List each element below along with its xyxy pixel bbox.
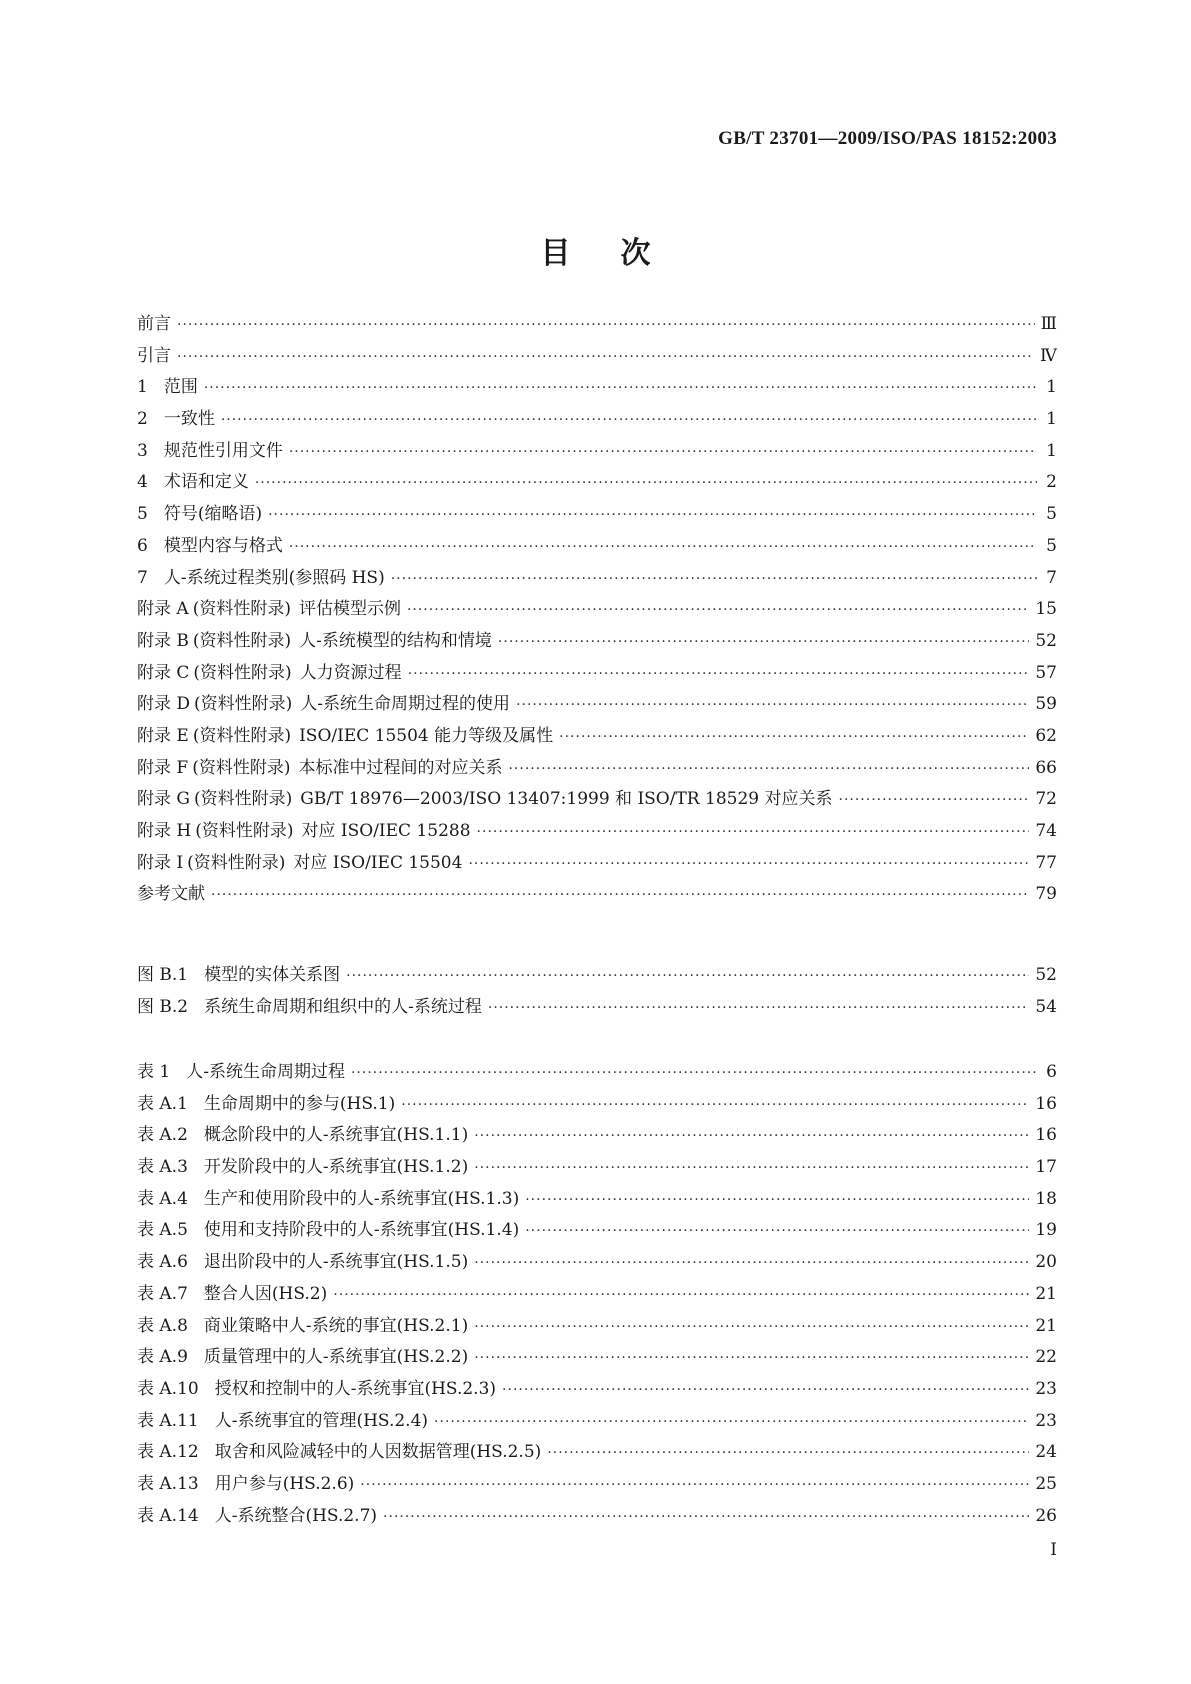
toc-entry[interactable]: [137, 309, 1057, 341]
toc-entry-page: 72: [1035, 789, 1057, 810]
toc-entry-page: 52: [1035, 630, 1057, 651]
toc-entry-page: 17: [1035, 1157, 1057, 1178]
toc-table-entry[interactable]: [137, 1247, 1057, 1279]
section-number: 2: [137, 409, 148, 430]
leader-dots: [839, 792, 1030, 808]
toc-entry-page: 22: [1035, 1347, 1057, 1368]
leader-dots: [177, 349, 1034, 365]
toc-annex-entry[interactable]: [137, 784, 1057, 816]
annex-label: 附录 A: [137, 599, 189, 620]
toc-entry-label: [137, 1374, 496, 1399]
toc-entry-label: 前言: [137, 314, 171, 334]
toc-entry-page: 62: [1035, 725, 1057, 746]
toc-entry-page: 57: [1035, 662, 1057, 683]
annex-label: 附录 H: [137, 821, 192, 841]
toc-entry-page: 52: [1035, 965, 1057, 985]
toc-entry-page: 15: [1035, 599, 1057, 620]
table-title: 取舍和风险减轻中的人因数据管理(HS.2.5): [214, 1442, 542, 1463]
annex-type: (资料性附录): [193, 662, 292, 683]
annex-label: 附录 G: [137, 789, 190, 810]
annex-type: (资料性附录): [192, 630, 292, 651]
toc-entry-page: 54: [1035, 996, 1057, 1017]
toc-entry-page: 21: [1035, 1315, 1057, 1336]
toc-entry-label: [137, 626, 492, 651]
leader-dots: [407, 602, 1029, 618]
annex-title: 对应 ISO/IEC 15504: [293, 852, 463, 873]
toc-entry-page: 79: [1035, 884, 1057, 905]
section-title: 规范性引用文件: [163, 440, 283, 461]
table-label: 表 A.2: [137, 1125, 188, 1146]
annex-label: 附录 E: [137, 725, 189, 746]
table-title: 人-系统生命周期过程: [186, 1062, 345, 1082]
leader-dots: [474, 1128, 1029, 1144]
toc-annex-entry[interactable]: [137, 848, 1057, 880]
toc-entry-label: [137, 1057, 345, 1082]
toc-entry-page: 19: [1035, 1220, 1057, 1241]
toc-entry-label: [137, 1184, 519, 1209]
annex-type: (资料性附录): [192, 757, 291, 778]
table-title: 生命周期中的参与(HS.1): [203, 1093, 396, 1114]
toc-annex-entry[interactable]: [137, 816, 1057, 848]
section-title: 模型内容与格式: [163, 535, 283, 556]
toc-entry-page: 24: [1035, 1442, 1057, 1463]
toc-entry-page: 66: [1035, 757, 1057, 778]
toc-table-entry[interactable]: [137, 1469, 1057, 1501]
leader-dots: [401, 1097, 1029, 1113]
leader-dots: [508, 761, 1029, 777]
toc-entry-label: [137, 689, 510, 714]
toc-entry-page: 1: [1046, 440, 1057, 461]
leader-dots: [474, 1350, 1029, 1366]
annex-type: (资料性附录): [194, 694, 293, 715]
leader-dots: [391, 571, 1037, 587]
leader-dots: [474, 1319, 1029, 1335]
toc-entry-page: 25: [1035, 1473, 1057, 1494]
toc-entry-label: [137, 1247, 468, 1272]
leader-dots: [488, 1000, 1029, 1016]
annex-type: (资料性附录): [187, 852, 286, 873]
table-title: 开发阶段中的人-系统事宜(HS.1.2): [203, 1157, 469, 1178]
toc-entry-label: [137, 1406, 428, 1431]
table-label: 表 A.4: [137, 1188, 188, 1209]
toc-figures: [137, 960, 1057, 1023]
toc-entry-page: 16: [1035, 1093, 1057, 1114]
annex-label: 附录 I: [137, 852, 184, 873]
leader-dots: [434, 1414, 1029, 1430]
leader-dots: [502, 1382, 1029, 1398]
toc-annex-entry[interactable]: [137, 658, 1057, 690]
table-title: 质量管理中的人-系统事宜(HS.2.2): [203, 1347, 469, 1368]
toc-entry[interactable]: [137, 563, 1057, 595]
annex-title: 人力资源过程: [299, 662, 402, 683]
toc-entry-label: [137, 1215, 519, 1240]
table-label: 表 A.5: [137, 1220, 188, 1241]
toc-table-entry[interactable]: [137, 1311, 1057, 1343]
leader-dots: [351, 1065, 1037, 1081]
table-label: 表 A.6: [137, 1252, 188, 1273]
section-title: 人-系统过程类别(参照码 HS): [163, 567, 385, 588]
leader-dots: [204, 380, 1037, 396]
annex-title: 对应 ISO/IEC 15288: [301, 821, 471, 841]
toc-entry-page: 1: [1046, 377, 1057, 398]
table-title: 人-系统整合(HS.2.7): [214, 1505, 378, 1526]
table-label: 表 A.14: [137, 1505, 199, 1526]
toc-table-entry[interactable]: [137, 1342, 1057, 1374]
toc-entry-page: 26: [1035, 1505, 1057, 1526]
figure-label: 图 B.1: [137, 965, 189, 985]
toc-table-entry[interactable]: [137, 1120, 1057, 1152]
leader-dots: [474, 1160, 1029, 1176]
toc-entry-label: [137, 1120, 468, 1145]
section-number: 6: [137, 535, 148, 556]
leader-dots: [516, 697, 1029, 713]
leader-dots: [346, 968, 1029, 984]
table-title: 退出阶段中的人-系统事宜(HS.1.5): [203, 1252, 469, 1273]
toc-main: [137, 309, 1057, 911]
toc-entry[interactable]: [137, 467, 1057, 499]
toc-entry-page: 74: [1035, 821, 1057, 841]
table-label: 表 A.10: [137, 1378, 199, 1399]
annex-label: 附录 C: [137, 662, 190, 683]
toc-annex-entry[interactable]: [137, 753, 1057, 785]
toc-table-entry[interactable]: [137, 1374, 1057, 1406]
toc-entry-label: 引言: [137, 345, 171, 366]
page-number: I: [1050, 1540, 1057, 1560]
leader-dots: [255, 475, 1037, 491]
toc-entry-label: [137, 436, 283, 461]
toc-entry-label: [137, 1279, 327, 1304]
annex-label: 附录 F: [137, 757, 189, 778]
toc-entry[interactable]: [137, 531, 1057, 563]
toc-entry-label: [137, 1152, 468, 1177]
leader-dots: [559, 729, 1029, 745]
toc-entry-label: [137, 1311, 468, 1336]
toc-entry-page: 2: [1046, 472, 1057, 493]
leader-dots: [383, 1509, 1029, 1525]
section-number: 5: [137, 504, 148, 525]
toc-entry-page: 5: [1046, 504, 1057, 525]
annex-title: 本标准中过程间的对应关系: [298, 757, 503, 778]
toc-entry-label: [137, 372, 198, 397]
toc-annex-entry[interactable]: [137, 594, 1057, 626]
figure-label: 图 B.2: [137, 996, 189, 1017]
toc-entry-label: [137, 467, 249, 492]
toc-table-entry[interactable]: [137, 1152, 1057, 1184]
toc-entry-label: [137, 753, 502, 778]
section-title: 一致性: [163, 409, 215, 430]
leader-dots: [211, 887, 1029, 903]
toc-entry[interactable]: [137, 499, 1057, 531]
leader-dots: [474, 1255, 1029, 1271]
annex-type: (资料性附录): [195, 821, 294, 841]
toc-entry-page: 7: [1046, 567, 1057, 588]
toc-entry-page: 23: [1035, 1378, 1057, 1399]
toc-entry-page: 21: [1035, 1283, 1057, 1304]
leader-dots: [177, 317, 1035, 333]
toc-annex-entry[interactable]: [137, 721, 1057, 753]
toc-entry-label: [137, 499, 262, 524]
toc-entry[interactable]: [137, 404, 1057, 436]
table-label: 表 A.8: [137, 1315, 188, 1336]
table-title: 商业策略中人-系统的事宜(HS.2.1): [203, 1315, 469, 1336]
toc-table-entry[interactable]: [137, 1089, 1057, 1121]
toc-entry-page: 16: [1035, 1125, 1057, 1146]
toc-entry-page: 77: [1035, 852, 1057, 873]
table-label: 表 A.3: [137, 1157, 188, 1178]
leader-dots: [498, 634, 1029, 650]
toc-entry-label: [137, 594, 401, 619]
annex-title: 人-系统生命周期过程的使用: [300, 694, 511, 715]
toc-table-entry[interactable]: [137, 1057, 1057, 1089]
toc-entry[interactable]: [137, 341, 1057, 373]
table-title: 概念阶段中的人-系统事宜(HS.1.1): [203, 1125, 469, 1146]
annex-title: 人-系统模型的结构和情境: [299, 630, 492, 651]
toc-table-entry[interactable]: [137, 1406, 1057, 1438]
table-label: 表 A.9: [137, 1347, 188, 1368]
toc-entry-label: [137, 658, 402, 683]
toc-entry-label: [137, 1342, 468, 1367]
toc-entry-label: [137, 531, 283, 556]
toc-entry-label: [137, 848, 462, 873]
toc-entry-page: Ⅲ: [1040, 314, 1057, 334]
table-label: 表 A.7: [137, 1283, 188, 1304]
table-label: 表 A.11: [137, 1410, 199, 1431]
toc-annex-entry[interactable]: [137, 689, 1057, 721]
toc-entry-label: [137, 992, 482, 1017]
toc-tables: [137, 1057, 1057, 1532]
annex-type: (资料性附录): [192, 725, 292, 746]
toc-entry-label: 参考文献: [137, 884, 205, 905]
leader-dots: [221, 412, 1037, 428]
annex-label: 附录 B: [137, 630, 189, 651]
table-title: 授权和控制中的人-系统事宜(HS.2.3): [214, 1378, 497, 1399]
annex-title: ISO/IEC 15504 能力等级及属性: [299, 725, 554, 746]
toc-entry-label: [137, 404, 215, 429]
toc-entry-label: [137, 784, 833, 809]
leader-dots: [547, 1445, 1029, 1461]
figure-title: 模型的实体关系图: [204, 965, 341, 985]
annex-title: 评估模型示例: [298, 599, 401, 620]
table-label: 表 1: [137, 1062, 171, 1082]
leader-dots: [360, 1477, 1029, 1493]
table-label: 表 A.1: [137, 1093, 188, 1114]
toc-entry-page: 18: [1035, 1188, 1057, 1209]
toc-table-entry[interactable]: [137, 1215, 1057, 1247]
toc-annex-entry[interactable]: [137, 626, 1057, 658]
section-title: 术语和定义: [163, 472, 249, 493]
toc-entry-label: [137, 1501, 377, 1526]
toc-entry-page: 20: [1035, 1252, 1057, 1273]
toc-entry-page: Ⅳ: [1040, 345, 1057, 366]
toc-entry[interactable]: [137, 372, 1057, 404]
annex-title: GB/T 18976—2003/ISO 13407:1999 和 ISO/TR 18529 对应关系: [300, 789, 833, 810]
toc-entry-label: [137, 563, 385, 588]
toc-figure-entry[interactable]: [137, 992, 1057, 1024]
section-number: 1: [137, 377, 148, 398]
section-number: 7: [137, 567, 148, 588]
leader-dots: [525, 1192, 1029, 1208]
figure-title: 系统生命周期和组织中的人-系统过程: [204, 996, 482, 1017]
toc-figure-entry[interactable]: [137, 960, 1057, 992]
standard-code: GB/T 23701—2009/ISO/PAS 18152:2003: [718, 128, 1057, 149]
toc-entry-page: 5: [1046, 535, 1057, 556]
table-label: 表 A.13: [137, 1473, 199, 1494]
toc-table-entry[interactable]: [137, 1279, 1057, 1311]
annex-type: (资料性附录): [193, 789, 293, 810]
leader-dots: [525, 1223, 1029, 1239]
toc-entry-label: [137, 1437, 541, 1462]
annex-label: 附录 D: [137, 694, 191, 715]
page-title: 目次: [540, 236, 701, 271]
toc-entry-page: 59: [1035, 694, 1057, 715]
section-number: 3: [137, 440, 148, 461]
section-title: 范围: [163, 377, 198, 398]
table-title: 使用和支持阶段中的人-系统事宜(HS.1.4): [203, 1220, 520, 1241]
leader-dots: [477, 824, 1030, 840]
toc-entry-references[interactable]: [137, 879, 1057, 911]
toc-entry[interactable]: [137, 436, 1057, 468]
leader-dots: [289, 444, 1037, 460]
table-title: 人-系统事宜的管理(HS.2.4): [214, 1410, 429, 1431]
toc-table-entry[interactable]: [137, 1437, 1057, 1469]
table-title: 用户参与(HS.2.6): [214, 1473, 355, 1494]
leader-dots: [268, 507, 1037, 523]
annex-type: (资料性附录): [192, 599, 291, 620]
toc-entry-label: [137, 1469, 354, 1494]
leader-dots: [333, 1287, 1029, 1303]
leader-dots: [408, 666, 1030, 682]
section-title: 符号(缩略语): [163, 504, 263, 525]
toc-table-entry[interactable]: [137, 1184, 1057, 1216]
leader-dots: [468, 856, 1029, 872]
toc-entry-label: [137, 816, 471, 841]
toc-entry-page: 1: [1046, 409, 1057, 430]
toc-entry-label: [137, 1089, 395, 1114]
section-number: 4: [137, 472, 148, 493]
table-title: 整合人因(HS.2): [203, 1283, 328, 1304]
toc-table-entry[interactable]: [137, 1501, 1057, 1533]
table-label: 表 A.12: [137, 1442, 199, 1463]
toc-entry-page: 23: [1035, 1410, 1057, 1431]
leader-dots: [289, 539, 1037, 555]
toc-entry-label: [137, 721, 553, 746]
table-title: 生产和使用阶段中的人-系统事宜(HS.1.3): [203, 1188, 520, 1209]
toc-entry-label: [137, 960, 340, 985]
toc-entry-page: 6: [1046, 1062, 1057, 1082]
